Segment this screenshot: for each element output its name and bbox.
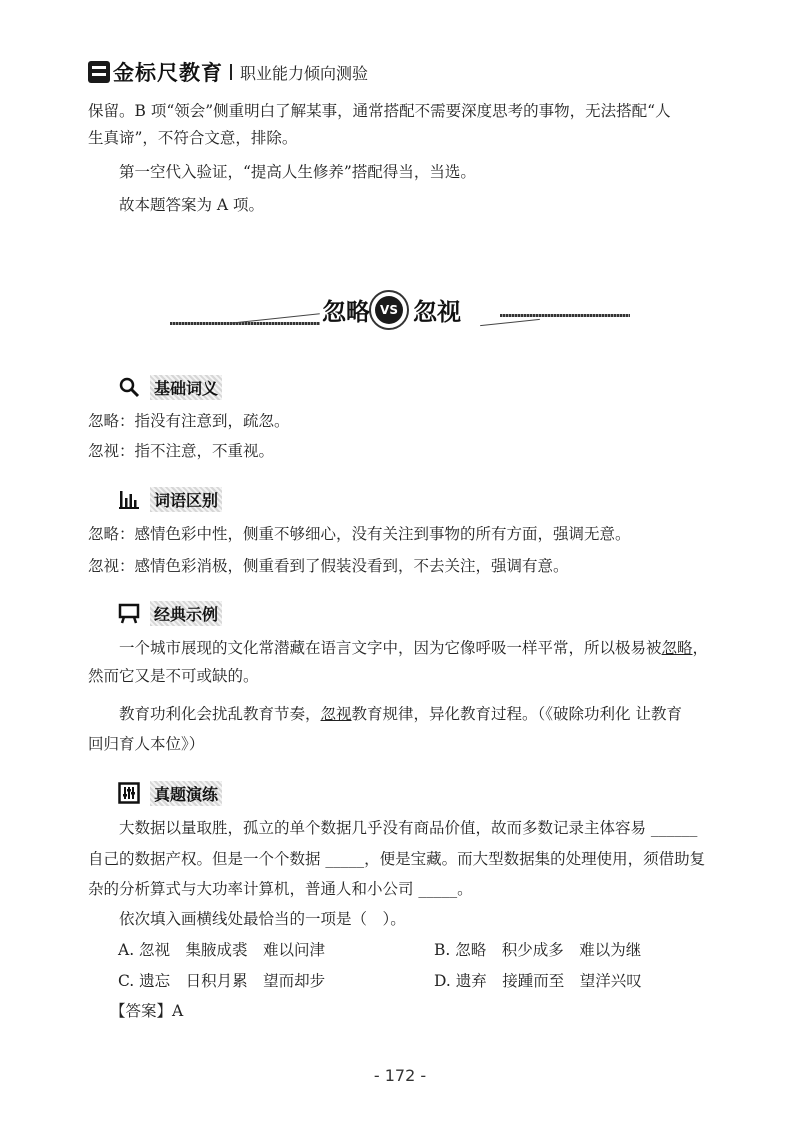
option-c: C. 遗忘 日积月累 望而却步 — [118, 972, 326, 990]
comparison-banner — [170, 288, 630, 336]
magnifier-icon — [118, 376, 140, 398]
header-subtitle: 职业能力倾向测验 — [240, 63, 369, 83]
example-1-keyword: 忽略 — [661, 639, 693, 657]
bar-chart-icon — [118, 488, 140, 510]
difference-line-2: 忽视：感情色彩消极，侧重看到了假装没看到，不去关注，强调有意。 — [88, 557, 569, 575]
section-difference-title: 词语区别 — [150, 487, 222, 512]
section-difference-header — [118, 486, 222, 512]
option-d: D. 遗弃 接踵而至 望洋兴叹 — [434, 972, 642, 990]
intro-line-1: 保留。B 项“领会”侧重明白了解某事，通常搭配不需要深度思考的事物，无法搭配“人 — [88, 102, 671, 120]
brand-name: 金标尺教育 — [113, 61, 223, 85]
banner-rule-right — [500, 314, 630, 317]
question-line-2: 自己的数据产权。但是一个个数据 _____，便是宝藏。而大型数据集的处理使用，须借助复 — [88, 850, 706, 868]
easel-icon — [118, 602, 140, 624]
banner-rule-left — [170, 322, 320, 325]
page-number: - 172 - — [373, 1066, 427, 1085]
example-1-line-1: 一个城市展现的文化常潜藏在语言文字中，因为它像呼吸一样平常，所以极易被忽略， — [119, 639, 709, 657]
banner-rule-right-accent — [480, 319, 540, 326]
intro-line-4: 故本题答案为 A 项。 — [119, 196, 265, 214]
intro-line-2: 生真谛”，不符合文意，排除。 — [88, 129, 298, 147]
difference-line-1: 忽略：感情色彩中性，侧重不够细心，没有关注到事物的所有方面，强调无意。 — [88, 525, 631, 543]
banner-right-word: 忽视 — [413, 297, 461, 326]
example-2-line-2: 回归育人本位》） — [88, 735, 205, 753]
example-2-keyword: 忽视 — [320, 705, 352, 723]
banner-left-word: 忽略 — [322, 297, 370, 326]
section-basic-title: 基础词义 — [150, 375, 222, 400]
option-b: B. 忽略 积少成多 难以为继 — [434, 941, 642, 959]
vs-badge: VS — [375, 296, 403, 324]
question-prompt: 依次填入画横线处最恰当的一项是（ ）。 — [119, 910, 406, 928]
section-basic-header — [118, 374, 222, 400]
page-header — [88, 58, 368, 86]
basic-line-1: 忽略：指没有注意到，疏忽。 — [88, 412, 290, 430]
option-a: A. 忽视 集腋成裘 难以问津 — [118, 941, 326, 959]
section-practice-title: 真题演练 — [150, 781, 222, 806]
answer: 【答案】A — [110, 1002, 184, 1020]
section-examples-header — [118, 600, 222, 626]
header-divider — [230, 64, 232, 80]
section-examples-title: 经典示例 — [150, 601, 222, 626]
basic-line-2: 忽视：指不注意，不重视。 — [88, 442, 275, 460]
question-line-1: 大数据以量取胜，孤立的单个数据几乎没有商品价值，故而多数记录主体容易 ______ — [119, 819, 698, 837]
intro-line-3: 第一空代入验证，“提高人生修养”搭配得当，当选。 — [119, 163, 476, 181]
example-1-line-2: 然而它又是不可或缺的。 — [88, 667, 259, 685]
question-line-3: 杂的分析算式与大功率计算机，普通人和小公司 _____。 — [88, 880, 473, 898]
example-2-line-1: 教育功利化会扰乱教育节奏，忽视教育规律，异化教育过程。（《破除功利化 让教育 — [119, 705, 682, 723]
section-practice-header — [118, 780, 222, 806]
sliders-icon — [118, 782, 140, 804]
logo-icon — [88, 61, 110, 83]
